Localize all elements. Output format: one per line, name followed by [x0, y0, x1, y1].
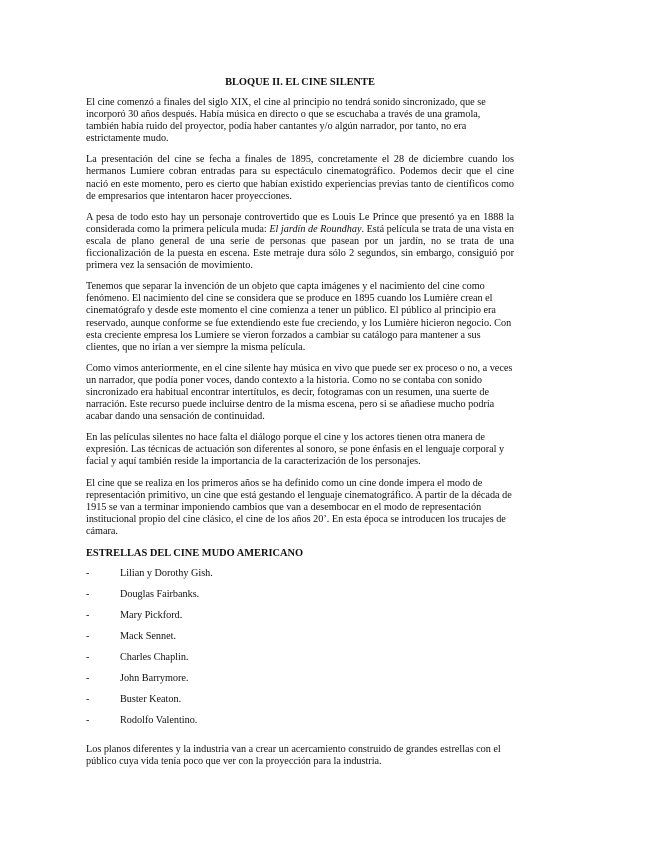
- list-dash: -: [86, 568, 90, 579]
- film-title-roundhay: El jardín de Roundhay: [269, 223, 362, 235]
- list-dash: -: [86, 673, 90, 684]
- list-item: [86, 631, 514, 652]
- star-name: Mack Sennet.: [120, 631, 177, 642]
- document-page: [86, 76, 514, 777]
- paragraph-closing: Los planos diferentes y la industria van a crear un acercamiento construido de grandes estrellas con el público cuya vida tenía poco que ver con la proyección para la industria.: [86, 744, 501, 768]
- paragraph-presentation: La presentación del cine se fecha a finales de 1895, concretamente el 28 de diciembre cuando los hermanos Lumiere cobran entradas para su espectáculo cinematográfico. Podemos decir que el cine nació en este momento, pero es cierto que habían existido experiencias previas tanto de científicos como de empresarios que intentaron hacer proyecciones.: [86, 154, 514, 202]
- list-item: [86, 652, 514, 673]
- paragraph-representation: El cine que se realiza en los primeros años se ha definido como un cine donde impera el modo de representación primitivo, un cine que está gestando el lenguaje cinematográfico. A partir de la década de 1915 se van a terminar imponiendo cambios que van a desembocar en el modo de representación institucional propio del cine clásico, el cine de los años 20’. En esta época se introducen los trucajes de cámara.: [86, 477, 512, 537]
- list-dash: -: [86, 694, 90, 705]
- list-item: [86, 694, 514, 715]
- list-item: [86, 715, 514, 736]
- star-name: Buster Keaton.: [120, 694, 182, 705]
- list-item: [86, 589, 514, 610]
- star-name: John Barrymore.: [120, 673, 189, 684]
- list-dash: -: [86, 589, 90, 600]
- paragraph-acting: En las películas silentes no hace falta el diálogo porque el cine y los actores tienen otra manera de expresión. Las técnicas de actuación son diferentes al sonoro, se pone énfasis en el lenguaje corporal y facial y aquí también reside la importancia de la caracterización de los personajes.: [86, 432, 505, 468]
- section-heading-stars: ESTRELLAS DEL CINE MUDO AMERICANO: [86, 548, 304, 559]
- paragraph-invention: Tenemos que separar la invención de un objeto que capta imágenes y el nacimiento del cine como fenómeno. El nacimiento del cine se considera que se produce en 1895 cuando los Lumière crean el cinematógrafo y desde este momento el cine comienza a tener un público. El público al principio era reservado, aunque conforme se fue extendiendo este fue creciendo, y los Lumière hicieron negocio. Con esta creciente empresa los Lumiere se vieron forzados a cambiar su catálogo para mantener a sus clientes, que no irían a ver siempre la misma película.: [86, 281, 512, 353]
- paragraph-le-prince-text-after: . Está película se trata de una vista en escala de plano general de una serie de personas que pasean por un jardín, no se trata de una ficcionalización de la puesta en escena. Este metraje dura sólo 2 segundos, sin embargo, consiguió por primera vez la sensación de movimiento.: [86, 223, 514, 272]
- star-name: Lilian y Dorothy Gish.: [120, 568, 213, 579]
- star-name: Mary Pickford.: [120, 610, 183, 621]
- paragraph-music: Como vimos anteriormente, en el cine silente hay música en vivo que puede ser ex proceso o no, a veces un narrador, que podía poner voces, dando contexto a la historia. Como no se contaba con sonido sincronizado era habitual encontrar intertítulos, es decir, fotogramas con un resumen, una suerte de narración. Este recurso puede incluirse dentro de la misma escena, pero si se añadiese mucho podría acabar dando una sensación de continuidad.: [86, 362, 513, 423]
- paragraph-le-prince: [86, 212, 514, 272]
- list-item: [86, 673, 514, 694]
- list-dash: -: [86, 610, 90, 621]
- list-dash: -: [86, 652, 90, 663]
- list-item: [86, 610, 514, 631]
- star-name: Douglas Fairbanks.: [120, 589, 200, 600]
- stars-list: [86, 568, 514, 736]
- paragraph-intro: El cine comenzó a finales del siglo XIX, el cine al principio no tendrá sonido sincronizado, que se incorporó 30 años después. Había música en directo o que se escuchaba a través de una gramola, también había ruido del proyector, podía haber cantantes y/o algún narrador, por tanto, no era estrictamente mudo.: [86, 97, 486, 145]
- list-item: [86, 568, 514, 589]
- list-dash: -: [86, 631, 90, 642]
- page-title: BLOQUE II. EL CINE SILENTE: [225, 77, 375, 88]
- list-dash: -: [86, 715, 90, 726]
- star-name: Rodolfo Valentino.: [120, 715, 198, 726]
- paragraph-le-prince-text-before: A pesa de todo esto hay un personaje controvertido que es Louis Le Prince que presentó ya en 1888 la considerada como la primera película muda:: [86, 211, 514, 235]
- star-name: Charles Chaplin.: [120, 652, 189, 663]
